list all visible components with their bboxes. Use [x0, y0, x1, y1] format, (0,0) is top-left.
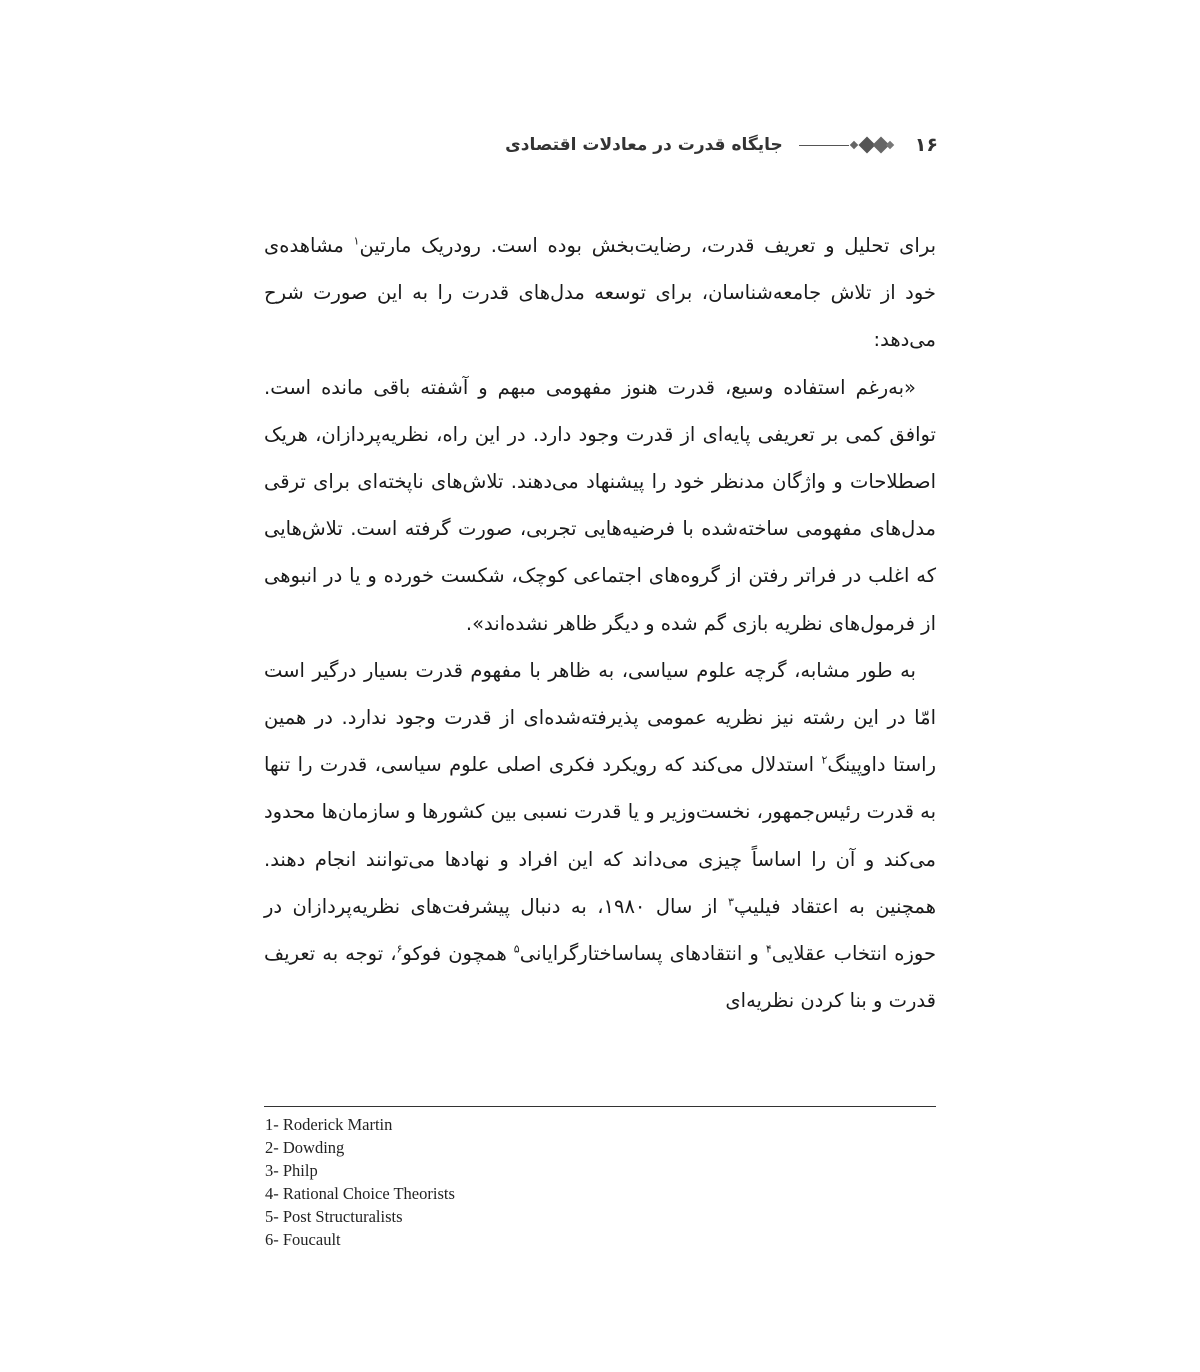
paragraph-3-text-f: ، توجه به تعریف قدرت و بنا کردن نظریه‌ای	[264, 942, 936, 1013]
footnote-6: 6- Foucault	[265, 1230, 341, 1249]
paragraph-3-text-d: و انتقادهای پساساختارگرایانی	[519, 942, 766, 966]
footnote-ref-5: ۵	[513, 942, 520, 956]
footnote-ref-6: ۶	[396, 942, 403, 956]
paragraph-3	[264, 647, 936, 1025]
body-text	[264, 222, 936, 1024]
paragraph-3-text-e: همچون فوکو	[402, 942, 514, 966]
ornament-line	[799, 145, 849, 146]
paragraph-3-text-a: به طور مشابه، گرچه علوم سیاسی، به ظاهر با مفهوم قدرت بسیار درگیر است امّا در این رشته نیز نظریه عمومی پذیرفته‌شده‌ای از قدرت وجود ندارد. در همین راستا داوپینگ	[264, 658, 936, 777]
page-number: ۱۶	[914, 134, 938, 156]
footnote-ref-2: ۲	[821, 753, 828, 767]
paragraph-2	[264, 364, 936, 647]
paragraph-2-text: «به‌رغم استفاده وسیع، قدرت هنوز مفهومی مبهم و آشفته باقی مانده است. توافق کمی بر تعریفی پایه‌ای از قدرت وجود دارد. در این راه، نظریه‌پردازان، هریک اصطلاحات و واژگان مدنظر خود را پیشنهاد می‌دهند. تلاش‌های ناپخته‌ای برای ترقی مدل‌های مفهومی ساخته‌شده با فرضیه‌هایی تجربی، صورت گرفته است. تلاش‌هایی که اغلب در فراتر رفتن از گروه‌های اجتماعی کوچک، شکست خورده و یا در انبوهی از فرمول‌های نظریه بازی گم شده و دیگر ظاهر نشده‌اند».	[264, 375, 936, 635]
footnote-divider	[264, 1106, 936, 1107]
paragraph-1-text-b: مشاهده‌ی خود از تلاش جامعه‌شناسان، برای توسعه مدل‌های قدرت را به این صورت شرح می‌دهد:	[264, 234, 936, 352]
diamond-ornament-icon	[849, 134, 895, 156]
footnote-ref-4: ۴	[765, 942, 772, 956]
header-ornament	[799, 134, 895, 156]
footnote-3: 3- Philp	[265, 1161, 318, 1180]
footnote-4: 4- Rational Choice Theorists	[265, 1184, 455, 1203]
footnote-ref-1: ۱	[353, 234, 360, 248]
paragraph-1-text-a: برای تحلیل و تعریف قدرت، رضایت‌بخش بوده است. رودریک مارتین	[359, 234, 936, 257]
paragraph-1	[264, 222, 936, 364]
footnote-1: 1- Roderick Martin	[265, 1115, 393, 1134]
paragraph-3-text-b: استدلال می‌کند که رویکرد فکری اصلی علوم سیاسی، قدرت را تنها به قدرت رئیس‌جمهور، نخست‌وزیر و یا قدرت نسبی بین کشورها و سازمان‌ها محدود می‌کند و آن را اساساً چیزی می‌داند که این افراد و نهادها می‌توانند انجام دهند. همچنین به اعتقاد فیلیپ	[264, 753, 936, 918]
page-header	[505, 128, 938, 162]
footnote-ref-3: ۳	[728, 895, 734, 909]
footnote-2: 2- Dowding	[265, 1138, 345, 1157]
running-title: جایگاه قدرت در معادلات اقتصادی	[505, 135, 783, 155]
footnote-5: 5- Post Structuralists	[265, 1207, 403, 1226]
footnotes	[265, 1113, 455, 1251]
paragraph-3-text-c: از سال ۱۹۸۰، به دنبال پیشرفت‌های نظریه‌پردازان در حوزه انتخاب عقلایی	[264, 894, 936, 966]
